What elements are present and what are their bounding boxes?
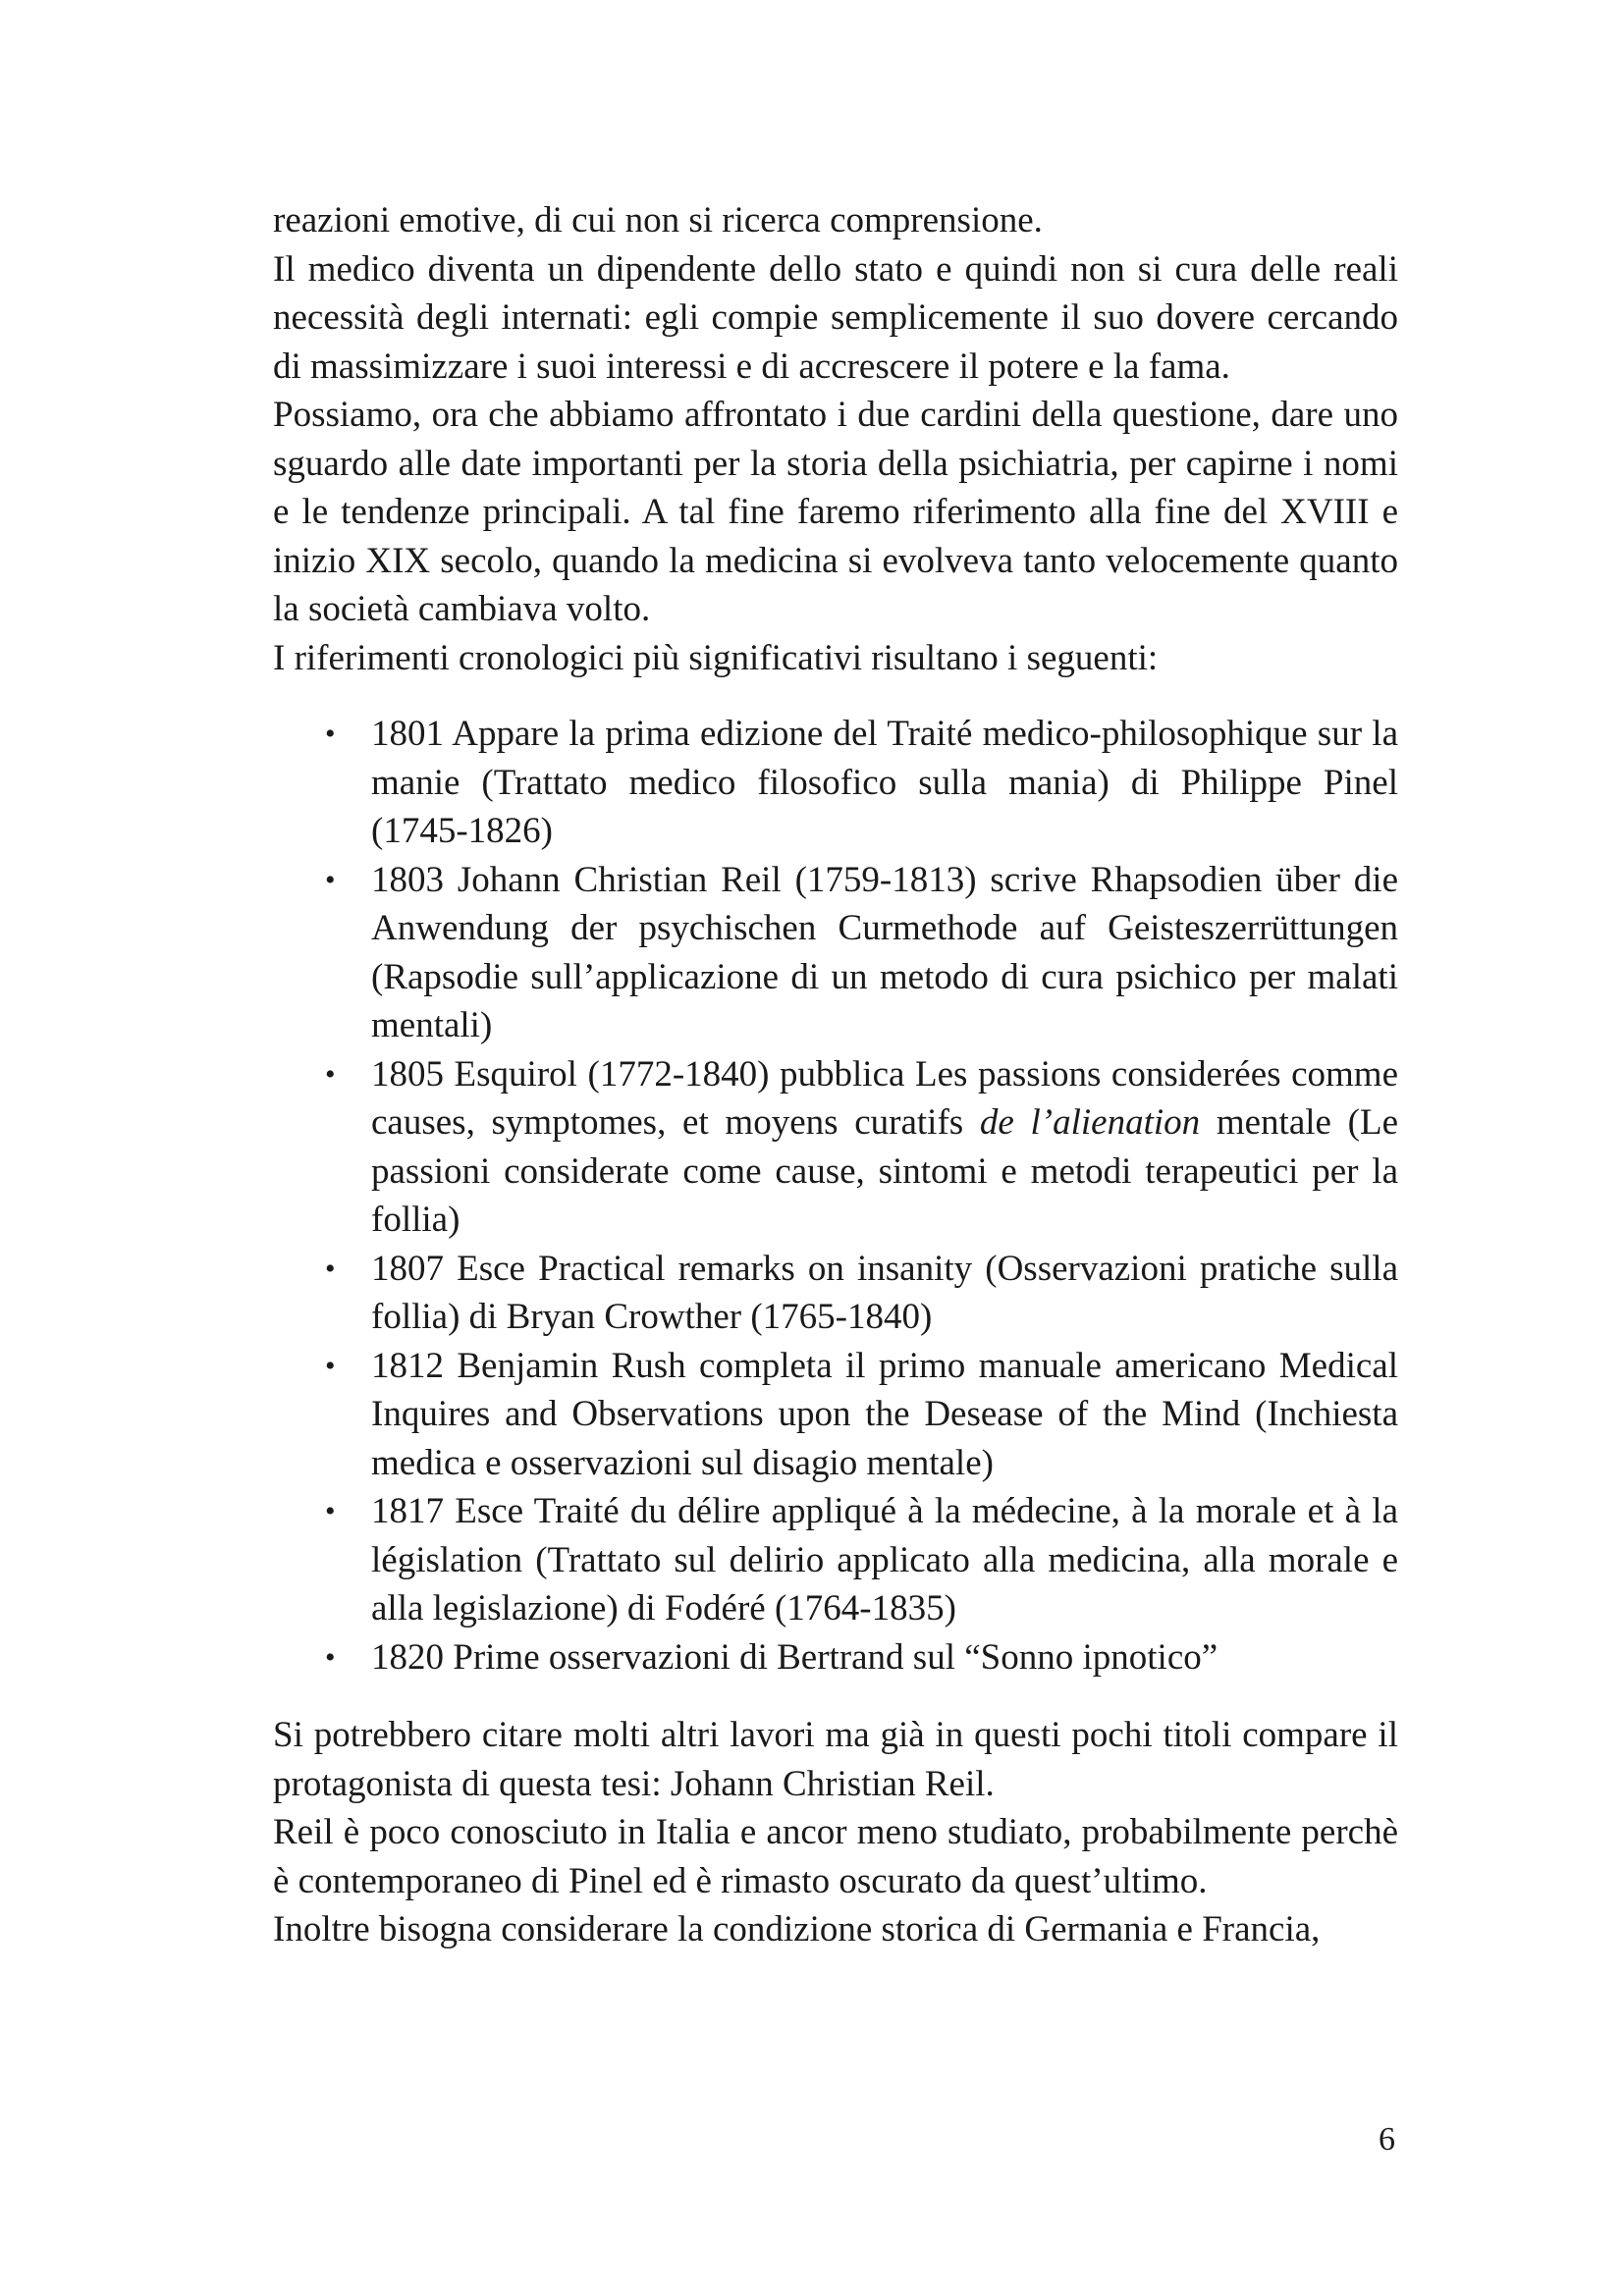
list-item-text: 1803 Johann Christian Reil (1759-1813) scrive Rhapsodien über die Anwendung der psychischen Curmethode auf Geisteszerrüttungen (Rapsodie sull’applicazione di un metodo di cura psichico per malati mentali) [371, 859, 1398, 1045]
page-number: 6 [1379, 2121, 1395, 2158]
bullet-icon: • [325, 1640, 336, 1674]
paragraph: Possiamo, ora che abbiamo affrontato i due cardini della questione, dare uno sguardo alle date importanti per la storia della psichiatria, per capirne i nomi e le tendenze principali. A tal fine faremo riferimento alla fine del XVIII e inizio XIX secolo, quando la medicina si evolveva tanto velocemente quanto la società cambiava volto. [273, 395, 1398, 629]
list-item-text: 1805 Esquirol (1772-1840) pubblica Les passions considerées comme causes, symptomes, et moyens curatifs [371, 1053, 1398, 1143]
list-item-text: 1801 Appare la prima edizione del Traité medico-philosophique sur la manie (Trattato medico filosofico sulla mania) di Philippe Pinel (1745-1826) [371, 714, 1398, 851]
list-item [273, 856, 1398, 1050]
list-item-text: 1817 Esce Traité du délire appliqué à la médecine, à la morale et à la législation (Trattato sul delirio applicato alla medicina, alla morale e alla legislazione) di Fodéré (1764-1835) [371, 1491, 1398, 1629]
list-item [273, 1633, 1398, 1682]
list-item [273, 1487, 1398, 1633]
bullet-icon: • [325, 1349, 336, 1382]
bullet-icon: • [325, 1495, 336, 1527]
bullet-icon: • [325, 1057, 336, 1091]
list-item [273, 1342, 1398, 1488]
list-item [273, 710, 1398, 856]
document-page [273, 196, 1398, 1954]
paragraph: reazioni emotive, di cui non si ricerca comprensione. [273, 200, 1043, 240]
chronology-list [273, 710, 1398, 1682]
paragraph: I riferimenti cronologici più significativi risultano i seguenti: [273, 637, 1159, 678]
bullet-icon: • [325, 718, 336, 750]
paragraph: Reil è poco conosciuto in Italia e ancor meno studiato, probabilmente perchè è contemporaneo di Pinel ed è rimasto oscurato da quest’ultimo. [273, 1812, 1398, 1901]
bullet-icon: • [325, 863, 336, 896]
list-item-text: 1820 Prime osservazioni di Bertrand sul “Sonno ipnotico” [371, 1636, 1218, 1678]
list-item-text: 1807 Esce Practical remarks on insanity (Osservazioni pratiche sulla follia) di Bryan Crowther (1765-1840) [371, 1248, 1398, 1337]
paragraph: Si potrebbero citare molti altri lavori ma già in questi pochi titoli compare il protagonista di questa tesi: Johann Christian Reil. [273, 1715, 1398, 1804]
list-item-italic-text: de l’alienation [979, 1102, 1201, 1143]
list-item [273, 1050, 1398, 1245]
list-item-text: 1812 Benjamin Rush completa il primo manuale americano Medical Inquires and Observations upon the Desease of the Mind (Inchiesta medica e osservazioni sul disagio mentale) [371, 1345, 1398, 1483]
paragraph: Inoltre bisogna considerare la condizione storica di Germania e Francia, [273, 1909, 1321, 1949]
paragraph: Il medico diventa un dipendente dello stato e quindi non si cura delle reali necessità degli internati: egli compie semplicemente il suo dovere cercando di massimizzare i suoi interessi e di accrescere il potere e la fama. [273, 248, 1398, 387]
list-item [273, 1245, 1398, 1342]
bullet-icon: • [325, 1252, 336, 1285]
list-item-text: mentale (Le passioni considerate come cause, sintomi e metodi terapeutici per la follia) [371, 1102, 1398, 1240]
